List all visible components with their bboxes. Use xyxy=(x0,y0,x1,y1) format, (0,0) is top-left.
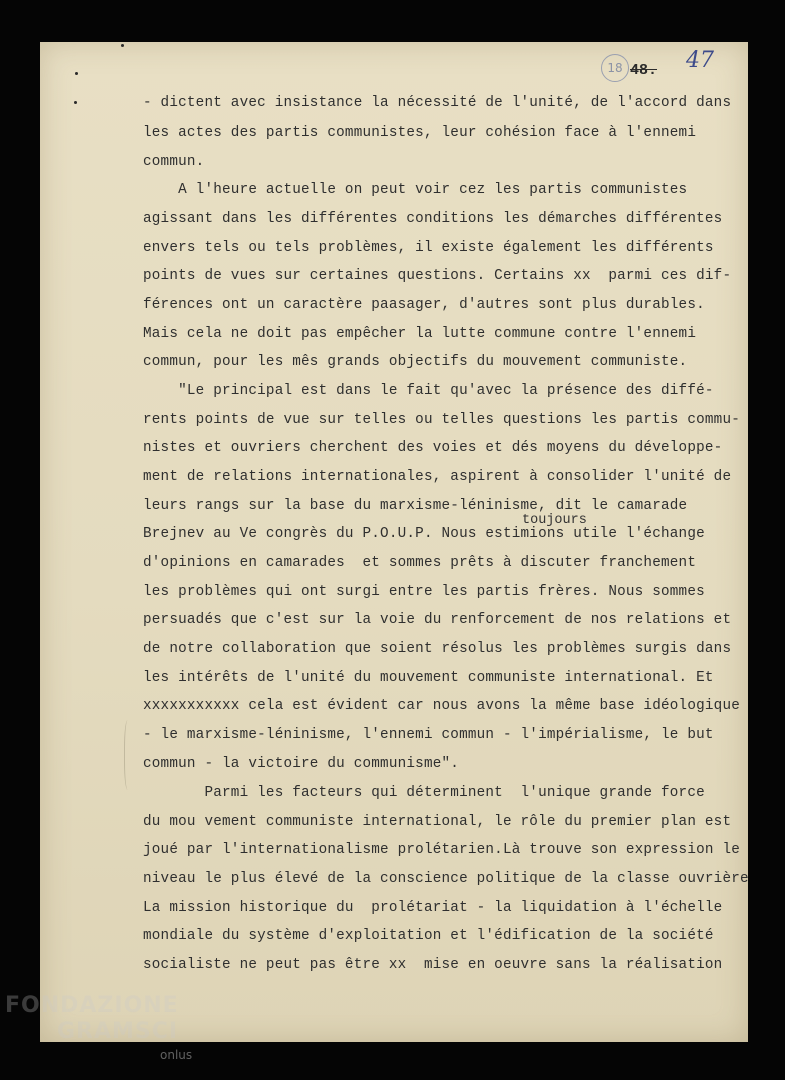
text-line: points de vues sur certaines questions. Certains xx parmi ces dif- xyxy=(143,268,732,284)
text-line: Parmi les facteurs qui déterminent l'unique grande force xyxy=(143,785,705,801)
text-line: - le marxisme-léninisme, l'ennemi commun - l'impérialisme, le but xyxy=(143,727,714,743)
fondazione-gramsci-watermark xyxy=(5,993,179,1045)
text-line: d'opinions en camarades et sommes prêts à discuter franchement xyxy=(143,555,697,571)
handwritten-insertion: toujours xyxy=(522,513,587,528)
text-line: férences ont un caractère paasager, d'autres sont plus durables. xyxy=(143,297,705,313)
text-line: commun, pour les mês grands objectifs du mouvement communiste. xyxy=(143,354,688,370)
text-line: agissant dans les différentes conditions les démarches différentes xyxy=(143,211,723,227)
typed-page-number: 48. xyxy=(630,62,658,79)
text-line: persuadés que c'est sur la voie du renforcement de nos relations et xyxy=(143,612,732,628)
watermark-line-2: GRAMSCI xyxy=(57,1019,179,1044)
text-line: les intérêts de l'unité du mouvement communiste international. Et xyxy=(143,670,714,686)
archive-stamp: 18 xyxy=(601,54,629,82)
text-line: xxxxxxxxxxx cela est évident car nous avons la même base idéologique xyxy=(143,698,741,714)
watermark-line-1: FONDAZIONE xyxy=(5,993,179,1018)
text-line: niveau le plus élevé de la conscience politique de la classe ouvrière xyxy=(143,871,749,887)
text-line: Brejnev au Ve congrès du P.O.U.P. Nous estimions utile l'échange xyxy=(143,526,705,542)
text-line: "Le principal est dans le fait qu'avec la présence des diffé- xyxy=(143,383,714,399)
text-line: A l'heure actuelle on peut voir cez les partis communistes xyxy=(143,182,688,198)
text-line: de notre collaboration que soient résolus les problèmes surgis dans xyxy=(143,641,732,657)
text-line: commun - la victoire du communisme". xyxy=(143,756,460,772)
text-line: les actes des partis communistes, leur cohésion face à l'ennemi xyxy=(143,125,697,141)
text-line: - dictent avec insistance la nécessité de l'unité, de l'accord dans xyxy=(143,95,732,111)
paper-fold-mark xyxy=(124,720,133,790)
handwritten-page-number: 47 xyxy=(686,48,714,73)
text-line: ment de relations internationales, aspirent à consolider l'unité de xyxy=(143,469,732,485)
page-mark xyxy=(74,101,77,104)
text-line: rents points de vue sur telles ou telles questions les partis commu- xyxy=(143,412,741,428)
text-line: nistes et ouvriers cherchent des voies et dés moyens du développe- xyxy=(143,440,723,456)
text-line: socialiste ne peut pas être xx mise en oeuvre sans la réalisation xyxy=(143,957,723,973)
text-line: commun. xyxy=(143,154,205,170)
text-line: du mou vement communiste international, le rôle du premier plan est xyxy=(143,814,732,830)
page-mark xyxy=(75,72,78,75)
text-line: joué par l'internationalisme prolétarien.Là trouve son expression le xyxy=(143,842,741,858)
text-line: Mais cela ne doit pas empêcher la lutte commune contre l'ennemi xyxy=(143,326,697,342)
text-line: mondiale du système d'exploitation et l'édification de la société xyxy=(143,928,714,944)
text-line: les problèmes qui ont surgi entre les partis frères. Nous sommes xyxy=(143,584,705,600)
page-mark xyxy=(121,44,124,47)
watermark-subtitle: onlus xyxy=(160,1048,193,1062)
text-line: leurs rangs sur la base du marxisme-léninisme, dit le camarade xyxy=(143,498,688,514)
text-line: La mission historique du prolétariat - la liquidation à l'échelle xyxy=(143,900,723,916)
text-line: envers tels ou tels problèmes, il existe également les différents xyxy=(143,240,714,256)
